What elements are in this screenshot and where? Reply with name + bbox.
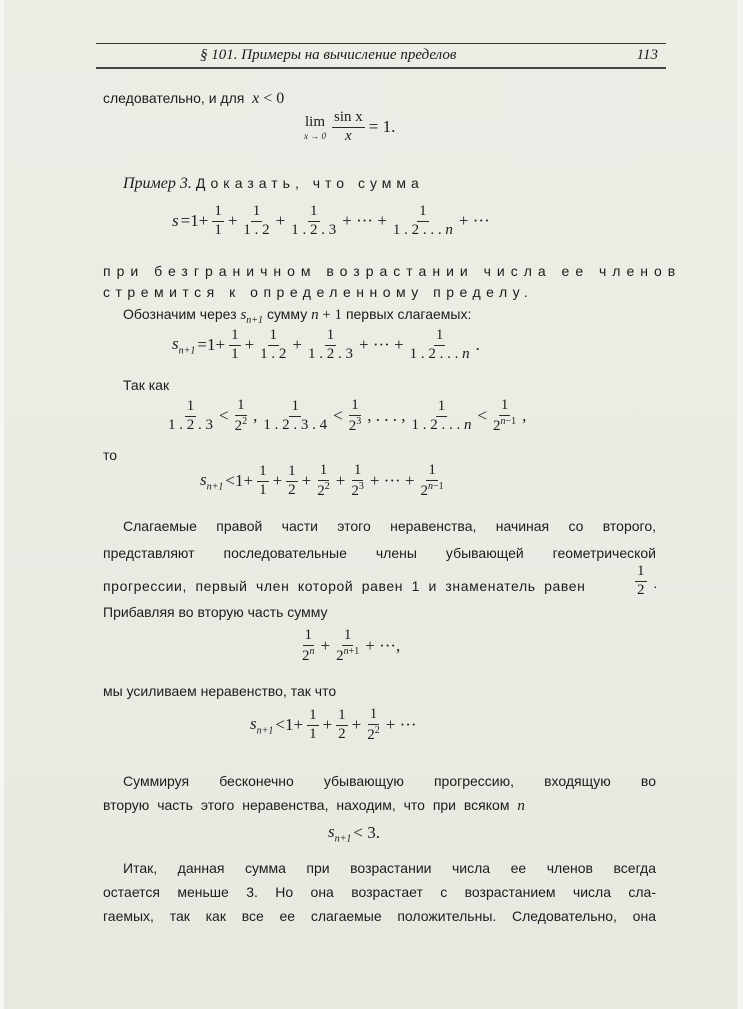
op: + ··· + bbox=[359, 335, 404, 355]
text-line: мы усиливаем неравенство, так что bbox=[103, 683, 337, 699]
fraction: $\frac{1}{1 . 2 . 3 . 4}$ bbox=[263, 398, 328, 433]
math-s: s bbox=[172, 211, 179, 231]
text-span: следовательно, и для bbox=[103, 90, 245, 106]
fraction: $\frac{1}{2}$ bbox=[288, 463, 296, 498]
lim-under: x → 0 bbox=[304, 130, 326, 141]
fraction: $\frac{1}{2^{n-1}}$ bbox=[420, 462, 444, 499]
op: + bbox=[272, 471, 283, 491]
text-line bbox=[103, 90, 284, 108]
text-line: Так как bbox=[123, 377, 170, 393]
text-line: гаемых, так как все ее слагаемые положительны. Следовательно, она bbox=[103, 908, 656, 924]
op: + ··· + bbox=[342, 211, 387, 231]
equals: = 1. bbox=[368, 117, 396, 137]
math-inline: $s_{n+1}$ bbox=[240, 307, 264, 326]
fraction: $\frac{1}{1 . 2 . . . n}$ bbox=[411, 398, 472, 433]
fraction: $\frac{1}{1 . 2 . 3}$ bbox=[291, 203, 337, 238]
formula-inequalities bbox=[164, 398, 528, 435]
formula-result bbox=[328, 822, 382, 844]
text-line bbox=[103, 797, 525, 815]
text-line: Суммируя бесконечно убывающую прогрессию, входящую во bbox=[123, 773, 656, 789]
lim-text: lim bbox=[304, 113, 325, 130]
text-line: Слагаемые правой части этого неравенства, начиная со второго, bbox=[123, 518, 656, 534]
running-header bbox=[96, 47, 666, 65]
op: =1+ bbox=[180, 211, 209, 231]
op: < 3. bbox=[353, 823, 380, 843]
formula-limit bbox=[304, 110, 397, 145]
page-edge-right bbox=[737, 0, 743, 1009]
text-span: прогрессии, первый член которой равен 1 и знаменатель равен bbox=[103, 578, 586, 594]
math-inline: x bbox=[252, 90, 260, 107]
numerator: sin x bbox=[332, 110, 365, 128]
op: + bbox=[351, 715, 362, 735]
op: , bbox=[522, 406, 527, 426]
math-inline: n bbox=[517, 798, 525, 814]
math-s: $s_{n+1}$ bbox=[200, 470, 224, 493]
op: =1+ bbox=[197, 335, 226, 355]
text-line: Обозначим через $s_{n+1}$ сумму n + 1 первых слагаемых: bbox=[123, 306, 472, 326]
text-span: вторую часть этого неравенства, находим, что при всяком bbox=[103, 797, 510, 813]
formula-tail bbox=[298, 628, 402, 665]
text-line: то bbox=[103, 447, 118, 463]
op: . bbox=[475, 335, 480, 355]
fraction: $\frac{1}{2^n}$ bbox=[302, 627, 315, 664]
text-span: первых слагаемых: bbox=[345, 306, 472, 322]
fraction: $\frac{1}{1 . 2 . 3}$ bbox=[308, 327, 353, 362]
fraction: $\frac{1}{1}$ bbox=[309, 707, 317, 742]
text-line: представляют последовательные члены убывающей геометрической bbox=[103, 545, 656, 561]
op: < bbox=[477, 406, 488, 426]
op: + ···, bbox=[365, 636, 401, 656]
formula-sum bbox=[172, 204, 492, 239]
fraction: $\frac{1}{2^{n-1}}$ bbox=[493, 397, 517, 434]
example-text: Доказать, что сумма bbox=[195, 175, 424, 191]
math-inline: n bbox=[311, 307, 319, 323]
math-s: $s_{n+1}$ bbox=[172, 334, 196, 357]
op: + bbox=[301, 471, 312, 491]
text-span: Обозначим через bbox=[123, 306, 237, 322]
fraction: $\frac{1}{2^2}$ bbox=[367, 706, 380, 743]
fraction: $\frac{1}{1}$ bbox=[214, 203, 222, 238]
period: · bbox=[653, 578, 658, 594]
math-s: $s_{n+1}$ bbox=[328, 822, 352, 845]
op: <1+ bbox=[275, 715, 304, 735]
text-span: сумму bbox=[266, 306, 308, 322]
op: + ··· bbox=[385, 715, 417, 735]
denominator bbox=[343, 128, 354, 145]
math-s: $s_{n+1}$ bbox=[250, 714, 274, 737]
op: , . . . , bbox=[367, 406, 406, 426]
formula-partial-sum bbox=[172, 328, 482, 363]
op: , bbox=[253, 406, 258, 426]
fraction: $\frac{1}{2^2}$ bbox=[234, 397, 248, 434]
op: + bbox=[320, 636, 331, 656]
fraction: $\frac{1}{2^2}$ bbox=[317, 462, 330, 499]
header-rule-top bbox=[96, 43, 666, 44]
fraction: $\frac{1}{1 . 2 . 3}$ bbox=[168, 398, 213, 433]
op: + bbox=[335, 471, 346, 491]
op: + ··· + bbox=[369, 471, 415, 491]
op: < bbox=[219, 406, 229, 426]
op: < bbox=[333, 406, 343, 426]
formula-bound bbox=[200, 463, 448, 500]
op: + ··· bbox=[458, 211, 490, 231]
example-label: Пример 3. bbox=[123, 175, 192, 192]
fraction bbox=[332, 110, 365, 145]
page-edge-left bbox=[0, 0, 4, 1009]
op: + bbox=[275, 211, 286, 231]
op: + bbox=[227, 211, 238, 231]
den-text: x bbox=[345, 127, 352, 144]
fraction-one-half: $\frac{1}{2}$ bbox=[637, 563, 645, 598]
op: + bbox=[244, 335, 255, 355]
fraction: $\frac{1}{1}$ bbox=[231, 327, 239, 362]
formula-infinite bbox=[250, 707, 419, 744]
text-line: стремится к определенному пределу. bbox=[103, 284, 534, 300]
fraction: $\frac{1}{2}$ bbox=[338, 707, 346, 742]
example-heading bbox=[123, 175, 424, 193]
fraction: $\frac{1}{2^{n+1}}$ bbox=[336, 627, 360, 664]
header-rule-bottom bbox=[96, 67, 666, 69]
text-line: Итак, данная сумма при возрастании числа ее членов всегда bbox=[123, 860, 656, 876]
fraction: $\frac{1}{1 . 2}$ bbox=[243, 203, 270, 238]
math-inline: < 0 bbox=[259, 90, 285, 107]
op: + bbox=[292, 335, 302, 355]
fraction: $\frac{1}{2^3}$ bbox=[351, 462, 364, 499]
text-line bbox=[103, 563, 658, 598]
text-line: остается меньше 3. Но она возрастает с возрастанием числа сла- bbox=[103, 884, 656, 900]
fraction: $\frac{1}{1 . 2 . . . n}$ bbox=[392, 203, 453, 238]
fraction: $\frac{1}{1 . 2 . . . n}$ bbox=[409, 327, 470, 362]
lim-operator bbox=[304, 114, 326, 141]
text-line: Прибавляя во вторую часть сумму bbox=[103, 604, 328, 620]
running-title: § 101. Примеры на вычисление пределов bbox=[200, 47, 457, 63]
op: <1+ bbox=[225, 471, 254, 491]
fraction: $\frac{1}{1 . 2}$ bbox=[260, 327, 287, 362]
fraction: $\frac{1}{2^3}$ bbox=[348, 397, 362, 434]
text-line: при безграничном возрастании числа ее членов bbox=[103, 263, 682, 279]
fraction: $\frac{1}{1}$ bbox=[259, 463, 267, 498]
page-number: 113 bbox=[636, 47, 658, 63]
op: + bbox=[322, 715, 333, 735]
